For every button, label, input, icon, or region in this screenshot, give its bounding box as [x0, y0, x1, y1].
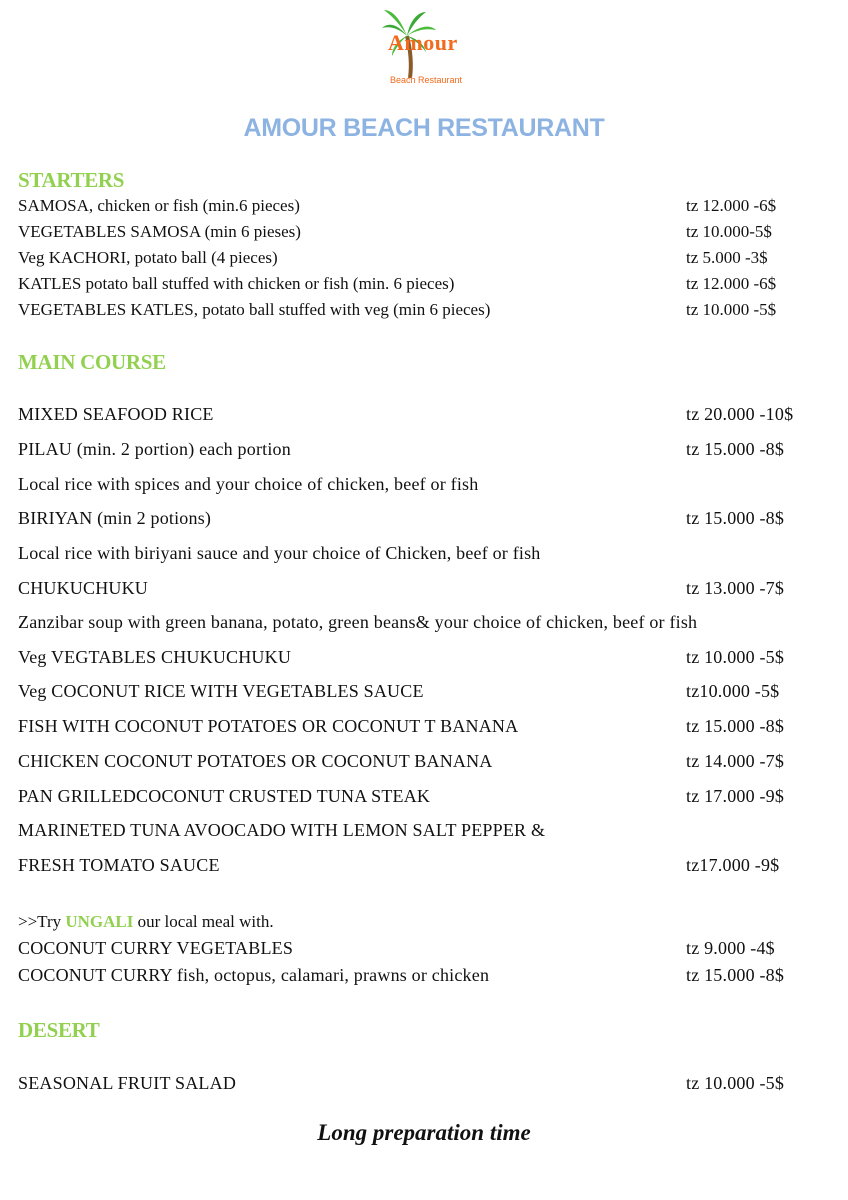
menu-item-name — [18, 300, 490, 320]
menu-item-description: (min 6 pieses) — [200, 222, 301, 241]
menu-item-title: VEGETABLES SAMOSA — [18, 222, 201, 241]
menu-item-title: BIRIYAN — [18, 508, 93, 528]
menu-item-price: tz 5.000 -3$ — [686, 248, 768, 267]
ungali-suffix: our local meal with. — [133, 912, 274, 931]
menu-item-name — [18, 439, 291, 460]
menu-item-name — [18, 855, 220, 876]
menu-item-title: SEASONAL FRUIT SALAD — [18, 1073, 237, 1093]
menu-item-description: potato ball stuffed with chicken or fish (min. 6 pieces) — [81, 274, 455, 293]
menu-item-price: tz 12.000 -6$ — [686, 196, 777, 215]
menu-item-title: FRESH TOMATO SAUCE — [18, 855, 220, 875]
menu-item-title: Veg COCONUT RICE WITH VEGETABLES SAUCE — [18, 681, 424, 701]
menu-item-name — [18, 474, 478, 495]
menu-item-name — [18, 578, 148, 599]
menu-item-description: , potato ball stuffed with veg (min 6 pieces) — [193, 300, 491, 319]
menu-item-name — [18, 751, 493, 772]
menu-item-title: SAMOSA — [18, 196, 89, 215]
menu-item-title: CHUKUCHUKU — [18, 578, 149, 598]
menu-item-title: KATLES — [18, 274, 82, 293]
menu-item-description: (min 2 potions) — [92, 508, 212, 528]
menu-item-price: tz 10.000-5$ — [686, 222, 772, 241]
menu-item-name — [18, 965, 489, 986]
menu-item-price: tz 15.000 -8$ — [686, 965, 785, 985]
ungali-prefix: >>Try — [18, 912, 66, 931]
menu-item-name — [18, 196, 300, 216]
menu-item-name — [18, 820, 545, 841]
menu-item-name — [18, 508, 211, 529]
menu-item-name — [18, 404, 214, 425]
menu-item-price: tz 15.000 -8$ — [686, 716, 785, 736]
menu-item-name — [18, 1073, 236, 1094]
menu-item-title: CHICKEN COCONUT POTATOES OR COCONUT BANANA — [18, 751, 493, 771]
menu-item-price: tz 10.000 -5$ — [686, 647, 785, 667]
menu-item-name — [18, 647, 291, 668]
menu-item-price: tz 15.000 -8$ — [686, 508, 785, 528]
restaurant-logo — [380, 8, 470, 90]
preparation-note: Long preparation time — [317, 1120, 531, 1145]
menu-item-title: Veg VEGTABLES CHUKUCHUKU — [18, 647, 292, 667]
menu-item-title: PAN GRILLEDCOCONUT CRUSTED TUNA STEAK — [18, 786, 431, 806]
logo-subtitle: Beach Restaurant — [390, 75, 463, 85]
menu-item-price: tz 10.000 -5$ — [686, 1073, 785, 1093]
logo-wordmark: Amour — [388, 30, 458, 55]
menu-item-name — [18, 612, 697, 633]
menu-item-price: tz 17.000 -9$ — [686, 786, 785, 806]
menu-item-description: Local rice with biriyani sauce and your choice of Chicken, beef or fish — [18, 543, 541, 563]
menu-item-price: tz17.000 -9$ — [686, 855, 780, 875]
menu-item-description: (min. 2 portion) each portion — [72, 439, 291, 459]
menu-item-title: COCONUT CURRY VEGETABLES — [18, 938, 294, 958]
menu-item-description: , potato ball (4 pieces) — [126, 248, 278, 267]
menu-item-price: tz 13.000 -7$ — [686, 578, 785, 598]
menu-item-description: Zanzibar soup with green banana, potato, green beans& your choice of chicken, beef or fish — [18, 612, 698, 632]
section-heading-starters: STARTERS — [18, 168, 125, 192]
section-heading-main-course: MAIN COURSE — [18, 350, 166, 374]
menu-item-price: tz 12.000 -6$ — [686, 274, 777, 293]
menu-item-title: COCONUT CURRY — [18, 965, 173, 985]
menu-item-name — [18, 248, 278, 268]
menu-item-name — [18, 938, 293, 959]
menu-item-name — [18, 543, 541, 564]
page-title: AMOUR BEACH RESTAURANT — [243, 114, 605, 142]
menu-item-price: tz 14.000 -7$ — [686, 751, 785, 771]
menu-item-price: tz 20.000 -10$ — [686, 404, 794, 424]
ungali-highlight: UNGALI — [65, 912, 134, 931]
menu-item-name — [18, 716, 518, 737]
menu-item-name — [18, 274, 454, 294]
menu-item-name — [18, 222, 301, 242]
menu-item-description: Local rice with spices and your choice of chicken, beef or fish — [18, 474, 479, 494]
menu-item-price: tz 9.000 -4$ — [686, 938, 775, 958]
menu-item-title: MIXED SEAFOOD RICE — [18, 404, 214, 424]
menu-item-title: Veg KACHORI — [18, 248, 127, 267]
menu-item-name — [18, 681, 424, 702]
menu-item-description: , chicken or fish (min.6 pieces) — [88, 196, 300, 215]
menu-item-description: fish, octopus, calamari, prawns or chicken — [172, 965, 490, 985]
menu-item-title: PILAU — [18, 439, 72, 459]
section-heading-desert: DESERT — [18, 1018, 100, 1042]
menu-item-price: tz 10.000 -5$ — [686, 300, 777, 319]
menu-item-price: tz10.000 -5$ — [686, 681, 780, 701]
menu-item-title: VEGETABLES KATLES — [18, 300, 194, 319]
menu-item-name — [18, 786, 430, 807]
menu-item-title: MARINETED TUNA AVOOCADO WITH LEMON SALT PEPPER & — [18, 820, 546, 840]
menu-item-price: tz 15.000 -8$ — [686, 439, 785, 459]
menu-item-title: FISH WITH COCONUT POTATOES OR COCONUT T BANANA — [18, 716, 519, 736]
